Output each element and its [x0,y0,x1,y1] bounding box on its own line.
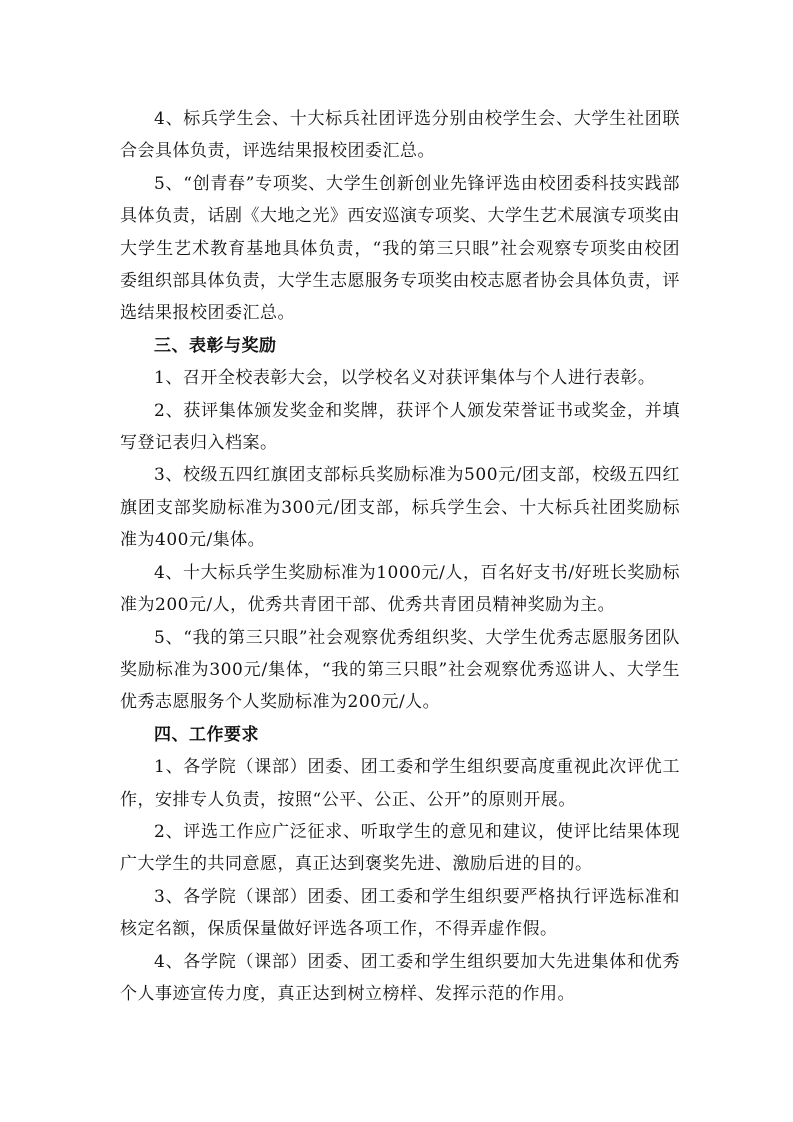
paragraph-reward-5: 5、“我的第三只眼”社会观察优秀组织奖、大学生优秀志愿服务团队奖励标准为300元/集体，“我的第三只眼”社会观察优秀巡讲人、大学生优秀志愿服务个人奖励标准为200元/人。 [120,627,680,713]
paragraph-reward-4: 4、十大标兵学生奖励标准为1000元/人，百名好支书/好班长奖励标准为200元/人，优秀共青团干部、优秀共青团员精神奖励为主。 [120,562,680,616]
paragraph-5-special-awards: 5、“创青春”专项奖、大学生创新创业先锋评选由校团委科技实践部具体负责，话剧《大地之光》西安巡演专项奖、大学生艺术展演专项奖由大学生艺术教育基地具体负责，“我的第三只眼”社会观察专项奖由校团委组织部具体负责，大学生志愿服务专项奖由校志愿者协会具体负责，评选结果报校团委汇总。 [120,173,680,324]
paragraph-reward-1: 1、召开全校表彰大会，以学校名义对获评集体与个人进行表彰。 [154,368,656,389]
section-heading-commendation: 三、表彰与奖励 [154,335,277,356]
paragraph-4-student-union: 4、标兵学生会、十大标兵社团评选分别由校学生会、大学生社团联合会具体负责，评选结果报校团委汇总。 [120,109,680,162]
section-heading-requirements: 四、工作要求 [154,724,259,745]
paragraph-requirement-4: 4、各学院（课部）团委、团工委和学生组织要加大先进集体和优秀个人事迹宣传力度，真正达到树立榜样、发挥示范的作用。 [120,951,680,1004]
paragraph-reward-2: 2、获评集体颁发奖金和奖牌，获评个人颁发荣誉证书或奖金，并填写登记表归入档案。 [120,400,680,454]
document-body [120,103,680,1010]
paragraph-requirement-1: 1、各学院（课部）团委、团工委和学生组织要高度重视此次评优工作，安排专人负责，按照“公平、公正、公开”的原则开展。 [120,757,680,810]
paragraph-requirement-2: 2、评选工作应广泛征求、听取学生的意见和建议，使评比结果体现广大学生的共同意愿，真正达到褒奖先进、激励后进的目的。 [120,821,680,875]
paragraph-requirement-3: 3、各学院（课部）团委、团工委和学生组织要严格执行评选标准和核定名额，保质保量做好评选各项工作，不得弄虚作假。 [120,886,680,940]
paragraph-reward-3: 3、校级五四红旗团支部标兵奖励标准为500元/团支部，校级五四红旗团支部奖励标准为300元/团支部，标兵学生会、十大标兵社团奖励标准为400元/集体。 [120,465,680,551]
